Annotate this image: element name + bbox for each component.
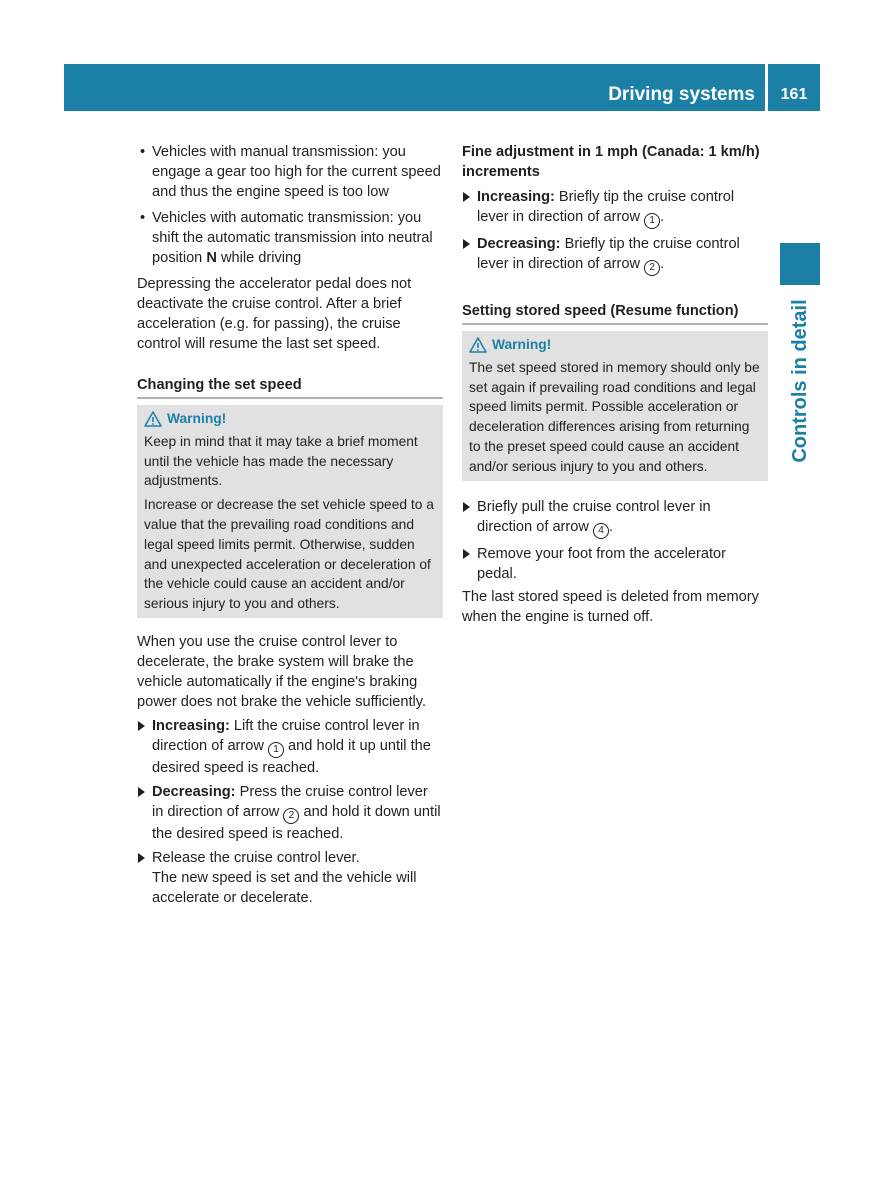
- bullet-automatic-text-end: while driving: [216, 250, 302, 266]
- left-column: [137, 142, 443, 908]
- step-label: Increasing:: [152, 717, 230, 734]
- step-remove-foot: Remove your foot from the accelerator pedal.: [462, 544, 768, 584]
- step-pull-lever: Briefly pull the cruise control lever in direction of arrow 4 .: [462, 497, 768, 539]
- heading-fine-adjustment: Fine adjustment in 1 mph (Canada: 1 km/h) increments: [462, 144, 760, 180]
- step-text: Briefly pull the cruise control lever in direction of arrow: [477, 498, 711, 535]
- step-label: Decreasing:: [477, 236, 561, 252]
- right-column: [462, 142, 768, 627]
- paragraph-depressing-pedal: Depressing the accelerator pedal does not deactivate the cruise control. After a brief acceleration (e.g. for passing), the cruise control will resume the last set speed.: [137, 276, 412, 352]
- step-text: Press the cruise control lever in direction of arrow: [152, 783, 428, 820]
- arrow-number-badge: 4: [593, 523, 609, 539]
- warning-text: Keep in mind that it may take a brief moment until the vehicle has made the necessary adjustments.: [144, 433, 418, 489]
- warning-triangle-icon: [144, 411, 162, 427]
- warning-title: Warning!: [167, 411, 227, 426]
- header-bar: [64, 64, 765, 111]
- arrow-number-badge: 1: [268, 742, 284, 758]
- step-label: Increasing:: [477, 189, 555, 205]
- paragraph-brake-system: When you use the cruise control lever to decelerate, the brake system will brake the vehicle automatically if the engine's braking power does not brake the vehicle sufficiently.: [137, 633, 427, 710]
- step-label: Decreasing:: [152, 783, 236, 800]
- side-tab-label: Controls in detail: [789, 299, 811, 463]
- warning-title-row: [469, 335, 761, 355]
- arrow-number-badge: 2: [283, 808, 299, 824]
- step-text: and hold it up until the desired speed is reached.: [152, 737, 431, 776]
- warning-box: [137, 405, 443, 618]
- side-tab: [780, 288, 820, 474]
- step-text: Briefly tip the cruise control lever in direction of arrow: [477, 236, 740, 272]
- heading-resume-function: Setting stored speed (Resume function): [462, 301, 768, 325]
- section-title: Driving systems: [608, 84, 755, 105]
- step-result: The new speed is set and the vehicle will accelerate or decelerate.: [152, 869, 417, 906]
- page-number-box: [768, 64, 820, 111]
- warning-title-row: [144, 409, 436, 429]
- bullet-automatic-text: Vehicles with automatic transmission: you shift the automatic transmission into neutral position: [152, 210, 433, 266]
- step-text: Briefly tip the cruise control lever in direction of arrow: [477, 189, 735, 225]
- warning-title: Warning!: [492, 337, 552, 352]
- arrow-number-badge: 2: [644, 260, 660, 276]
- step-text: and hold it down until the desired speed is reached.: [152, 803, 441, 842]
- step-fine-decreasing: Decreasing: Briefly tip the cruise control lever in direction of arrow 2 .: [462, 234, 768, 276]
- step-text: Lift the cruise control lever in direction of arrow: [152, 717, 420, 754]
- step-fine-increasing: Increasing: Briefly tip the cruise control lever in direction of arrow 1 .: [462, 187, 768, 229]
- arrow-number-badge: 1: [644, 213, 660, 229]
- step-release: Release the cruise control lever.: [137, 848, 443, 868]
- step-decreasing: [137, 782, 443, 844]
- warning-box: [462, 331, 768, 481]
- side-tab-marker: [780, 243, 820, 285]
- page-number: 161: [780, 86, 808, 103]
- heading-changing-set-speed: Changing the set speed: [137, 375, 443, 399]
- bullet-automatic-transmission: [137, 208, 443, 268]
- warning-text: Increase or decrease the set vehicle speed to a value that the prevailing road conditions and legal speed limits permit. Otherwise, sudden and unexpected acceleration or deceleration of the vehicle could cause an accident and/or serious injury to you and others.: [144, 497, 434, 612]
- step-increasing: [137, 716, 443, 778]
- bullet-manual-transmission: • Vehicles with manual transmission: you engage a gear too high for the current speed and thus the engine speed is too low: [137, 142, 443, 202]
- paragraph-last-stored-speed: The last stored speed is deleted from memory when the engine is turned off.: [462, 588, 759, 625]
- neutral-position-letter: N: [206, 250, 217, 266]
- warning-triangle-icon: [469, 337, 487, 353]
- warning-text: The set speed stored in memory should only be set again if prevailing road conditions and legal speed limits permit. Possible acceleration or deceleration differences arising from returning to the preset speed could cause an accident and/or serious injury to you and others.: [469, 359, 760, 474]
